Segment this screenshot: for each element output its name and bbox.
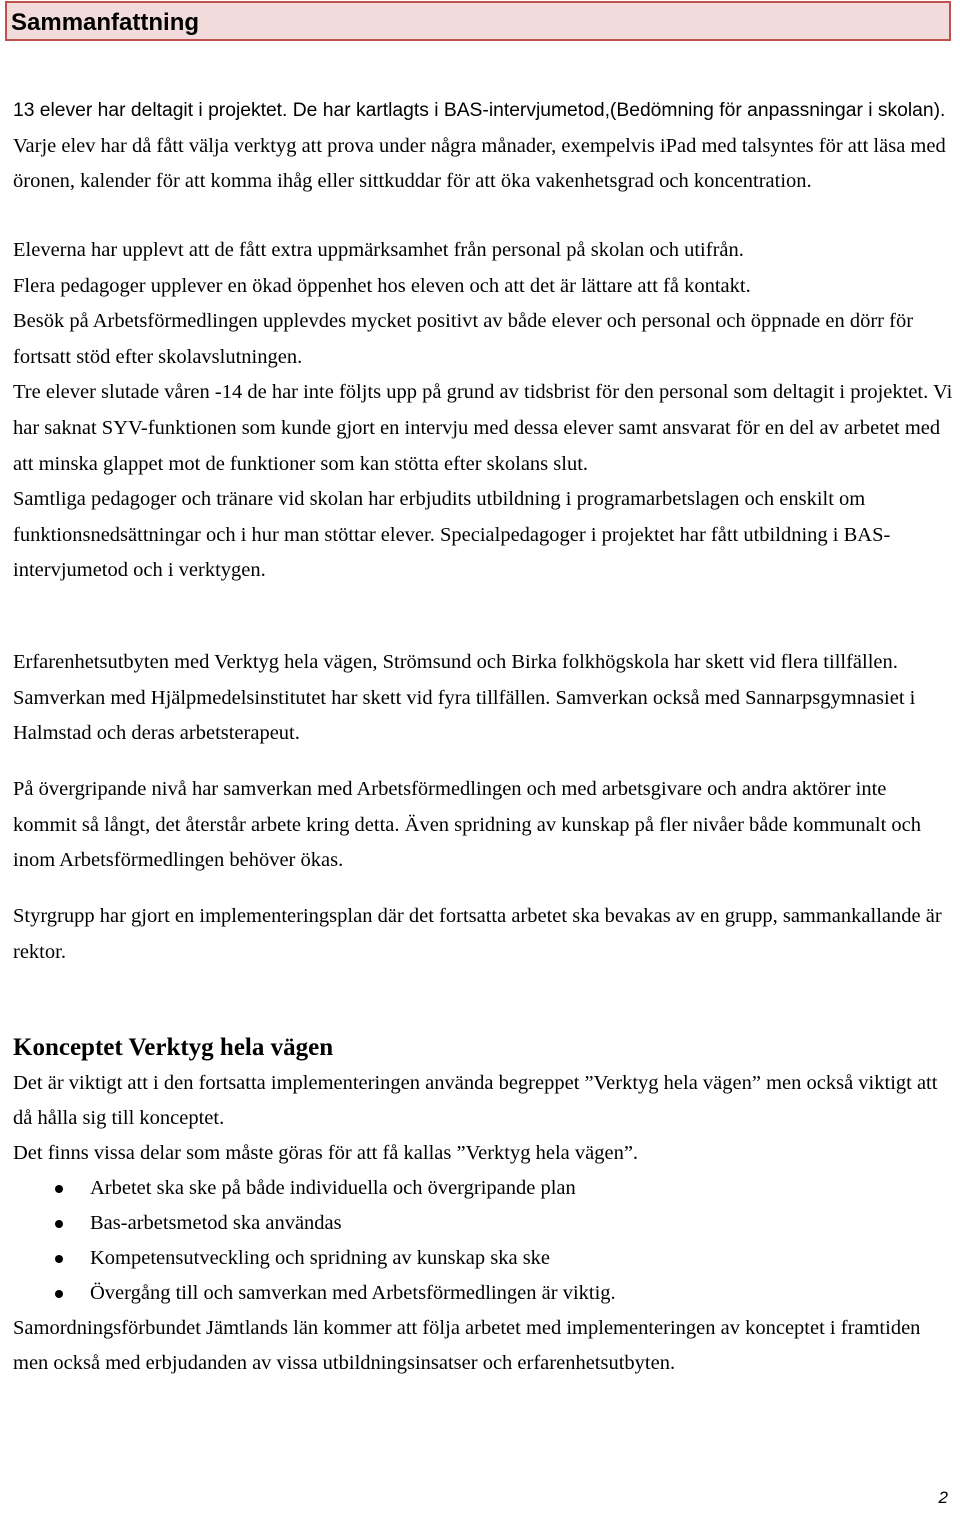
bullet-icon: [55, 1185, 63, 1193]
bullet-icon: [55, 1220, 63, 1228]
list-item: [13, 1171, 953, 1206]
summary-paragraph: Flera pedagoger upplever en ökad öppenhet hos eleven och att det är lättare att få kontakt.: [13, 274, 751, 297]
summary-paragraph: Samtliga pedagoger och tränare vid skolan har erbjudits utbildning i programarbetslagen och enskilt om funktionsnedsättningar och i hur man stöttar elever. Specialpedagoger i projektet har fått utbildning i BAS-intervjumetod och i verktygen.: [13, 488, 891, 582]
concept-heading: Konceptet Verktyg hela vägen: [13, 1034, 334, 1061]
concept-criteria-list: [13, 1171, 953, 1311]
summary-body-block: [13, 899, 953, 970]
list-item-text: Övergång till och samverkan med Arbetsförmedlingen är viktig.: [90, 1282, 616, 1304]
summary-paragraph: Besök på Arbetsförmedlingen upplevdes mycket positivt av både elever och personal och öppnade en dörr för fortsatt stöd efter skolavslutningen.: [13, 310, 914, 368]
summary-paragraph: Eleverna har upplevt att de fått extra uppmärksamhet från personal på skolan och utifrån.: [13, 239, 744, 261]
summary-paragraph: Tre elever slutade våren -14 de har inte följts upp på grund av tidsbrist för den personal som deltagit i projektet. Vi har saknat SYV-funktionen som kunde gjort en intervju med dessa elever samt ansvarat för en del av arbetet med att minska glappet mot de funktioner som kan stötta efter skolans slut.: [13, 381, 953, 475]
concept-requirement-lead: Det finns vissa delar som måste göras för att få kallas ”Verktyg hela vägen”.: [13, 1142, 639, 1164]
concept-intro: Det är viktigt att i den fortsatta implementeringen använda begreppet ”Verktyg hela vägen” men också viktigt att då hålla sig till konceptet.: [13, 1072, 938, 1129]
summary-paragraph: [13, 94, 953, 200]
summary-heading: Sammanfattning: [11, 9, 200, 36]
summary-paragraph: Styrgrupp har gjort en implementeringsplan där det fortsatta arbetet ska bevakas av en grupp, sammankallande är rektor.: [13, 905, 942, 963]
page-number: 2: [938, 1488, 948, 1507]
list-item-text: Bas-arbetsmetod ska användas: [90, 1212, 342, 1234]
summary-intro-block: [13, 94, 953, 200]
summary-text: Varje elev har då fått välja verktyg att prova under några månader, exempelvis iPad med talsyntes för att läsa med öronen, kalender för att komma ihåg eller sittkuddar för att öka vakenhetsgrad och koncentration.: [13, 134, 946, 193]
list-item: [13, 1206, 953, 1241]
concept-closing: Samordningsförbundet Jämtlands län kommer att följa arbetet med implementeringen av konceptet i framtiden men också med erbjudanden av vissa utbildningsinsatser och erfarenhetsutbyten.: [13, 1317, 921, 1374]
list-item-text: Arbetet ska ske på både individuella och övergripande plan: [90, 1177, 576, 1199]
bullet-icon: [55, 1255, 63, 1263]
summary-body-block: [13, 233, 953, 589]
concept-section: [13, 1030, 953, 1381]
summary-paragraph: Erfarenhetsutbyten med Verktyg hela vägen, Strömsund och Birka folkhögskola har skett vid flera tillfällen. Samverkan med Hjälpmedelsinstitutet har skett vid fyra tillfällen. Samverkan också med Sannarpsgymnasiet i Halmstad och deras arbetsterapeut.: [13, 651, 916, 745]
summary-text: 13 elever har deltagit i projektet. De har kartlagts i BAS-intervjumetod,(Bedömning för anpassningar i skolan).: [13, 100, 946, 121]
summary-paragraph: På övergripande nivå har samverkan med Arbetsförmedlingen och med arbetsgivare och andra aktörer inte kommit så långt, det återstår arbete kring detta. Även spridning av kunskap på fler nivåer både kommunalt och inom Arbetsförmedlingen behöver ökas.: [13, 778, 921, 872]
list-item: [13, 1241, 953, 1276]
summary-body-block: [13, 645, 953, 752]
bullet-icon: [55, 1290, 63, 1298]
summary-heading-box: [5, 1, 951, 41]
list-item-text: Kompetensutveckling och spridning av kunskap ska ske: [90, 1247, 551, 1269]
list-item: [13, 1276, 953, 1311]
summary-body-block: [13, 772, 953, 879]
